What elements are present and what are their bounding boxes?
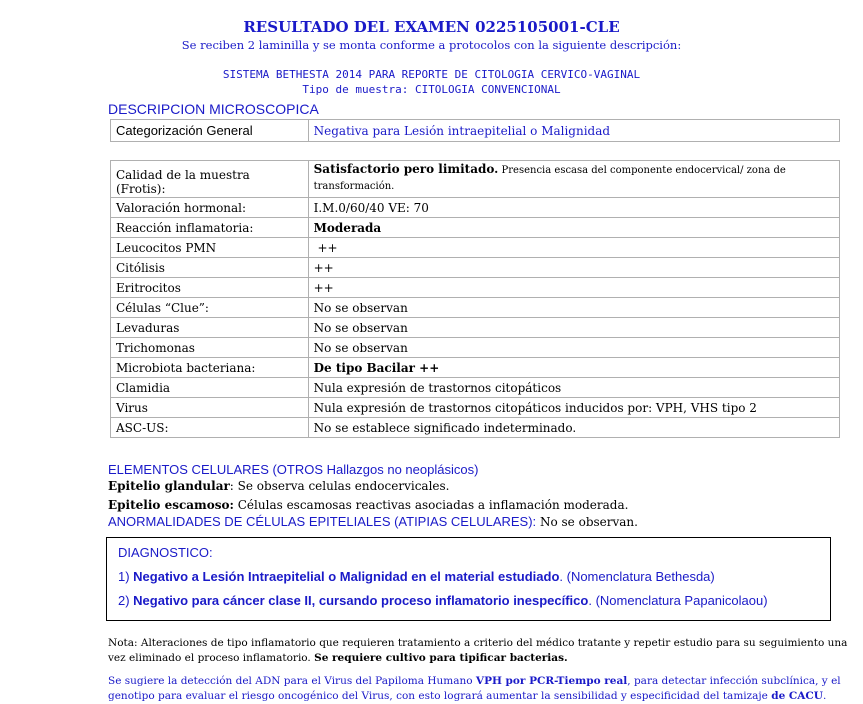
glandular-epithelium (108, 479, 450, 493)
row-value: No se observan (308, 298, 839, 318)
general-category-label: Categorización General (111, 120, 309, 142)
row-value: No se observan (308, 318, 839, 338)
row-value: No se observan (308, 338, 839, 358)
table-row (111, 298, 840, 318)
row-value: Nula expresión de trastornos citopáticos (308, 378, 839, 398)
suggestion-part2: , para detectar infección subclínica, y el genotipo para evaluar el riesgo oncogénico del Virus, con esto logrará aumentar la sensibilidad y especificidad del tamizaje (108, 675, 841, 702)
exam-subtitle: Se reciben 2 laminilla y se monta conforme a protocolos con la siguiente descripción: (181, 38, 682, 52)
sample-type-line: Tipo de muestra: CITOLOGIA CONVENCIONAL (302, 83, 561, 96)
note-bold: Se requiere cultivo para tipificar bacterias. (314, 652, 568, 664)
table-row (111, 418, 840, 438)
table-row (111, 378, 840, 398)
note-text: Nota: Alteraciones de tipo inflamatorio que requieren tratamiento a criterio del médico tratante y repetir estudio para su seguimiento una vez eliminado el proceso inflamatorio. (108, 637, 848, 664)
row-label: Valoración hormonal: (111, 198, 309, 218)
row-label: Clamidia (111, 378, 309, 398)
table-row (111, 338, 840, 358)
row-label: Citólisis (111, 258, 309, 278)
diagnosis-item-1 (118, 569, 715, 584)
general-category-table (110, 119, 840, 142)
row-value: Moderada (308, 218, 839, 238)
row-value: ++ (308, 238, 839, 258)
row-label: Reacción inflamatoria: (111, 218, 309, 238)
row-label: Leucocitos PMN (111, 238, 309, 258)
table-row (111, 358, 840, 378)
suggestion-bold2: de CACU (771, 690, 823, 702)
squamous-text: Células escamosas reactivas asociadas a inflamación moderada. (233, 498, 629, 512)
glandular-label: Epitelio glandular (108, 479, 230, 493)
diagnosis-item-rest: . (Nomenclatura Bethesda) (559, 569, 715, 584)
table-row (111, 318, 840, 338)
table-row (111, 161, 840, 198)
row-label: Levaduras (111, 318, 309, 338)
table-row (111, 218, 840, 238)
row-value: Nula expresión de trastornos citopáticos inducidos por: VPH, VHS tipo 2 (308, 398, 839, 418)
inflammation-note (108, 636, 858, 666)
row-label: Microbiota bacteriana: (111, 358, 309, 378)
epithelial-abnormalities (108, 514, 638, 529)
row-value: ++ (308, 258, 839, 278)
diagnosis-item-rest: . (Nomenclatura Papanicolaou) (588, 593, 768, 608)
general-category-value: Negativa para Lesión intraepitelial o Malignidad (308, 120, 839, 142)
squamous-label: Epitelio escamoso: (108, 498, 234, 512)
sample-details-table (110, 160, 840, 438)
diagnosis-item-bold: Negativo para cáncer clase II, cursando proceso inflamatorio inespecífico (133, 593, 589, 608)
diagnosis-item-2 (118, 593, 768, 608)
table-row (111, 238, 840, 258)
abnormal-text: No se observan. (536, 515, 638, 529)
bethesda-system-line: SISTEMA BETHESTA 2014 PARA REPORTE DE CITOLOGIA CERVICO-VAGINAL (222, 68, 641, 81)
table-row (111, 120, 840, 142)
row-value: I.M.0/60/40 VE: 70 (308, 198, 839, 218)
row-label: Eritrocitos (111, 278, 309, 298)
table-row (111, 398, 840, 418)
row-label: ASC-US: (111, 418, 309, 438)
row-label: Células “Clue”: (111, 298, 309, 318)
row-value: De tipo Bacilar ++ (308, 358, 839, 378)
row-value: ++ (308, 278, 839, 298)
table-row (111, 278, 840, 298)
diagnosis-item-bold: Negativo a Lesión Intraepitelial o Malignidad en el material estudiado (133, 569, 560, 584)
suggestion-part1: Se sugiere la detección del ADN para el Virus del Papiloma Humano (108, 675, 476, 687)
table-row (111, 198, 840, 218)
hpv-suggestion (108, 674, 858, 704)
row-label: Virus (111, 398, 309, 418)
quality-bold: Satisfactorio pero limitado. (313, 162, 499, 176)
diagnosis-title: DIAGNOSTICO: (118, 545, 213, 560)
table-row (111, 258, 840, 278)
suggestion-bold1: VPH por PCR-Tiempo real (475, 675, 628, 687)
squamous-epithelium (108, 498, 628, 512)
quality-rest: Presencia escasa del componente endocervical/ zona de transformación. (313, 165, 786, 192)
row-label: Trichomonas (111, 338, 309, 358)
suggestion-part3: . (822, 690, 827, 702)
diagnosis-item-number: 1) (118, 569, 134, 584)
diagnosis-item-number: 2) (118, 593, 134, 608)
cellular-elements-title: ELEMENTOS CELULARES (OTROS Hallazgos no neoplásicos) (108, 462, 479, 477)
microscopic-description-title: DESCRIPCION MICROSCOPICA (108, 101, 319, 117)
diagnosis-box (106, 537, 831, 621)
abnormal-title: ANORMALIDADES DE CÉLULAS EPITELIALES (ATIPIAS CELULARES): (108, 514, 537, 529)
row-value: No se establece significado indeterminado. (308, 418, 839, 438)
exam-result-title: RESULTADO DEL EXAMEN 0225105001-CLE (243, 18, 620, 36)
quality-label: Calidad de la muestra (Frotis): (111, 161, 309, 198)
quality-value (308, 161, 839, 198)
glandular-text: : Se observa celulas endocervicales. (229, 479, 450, 493)
